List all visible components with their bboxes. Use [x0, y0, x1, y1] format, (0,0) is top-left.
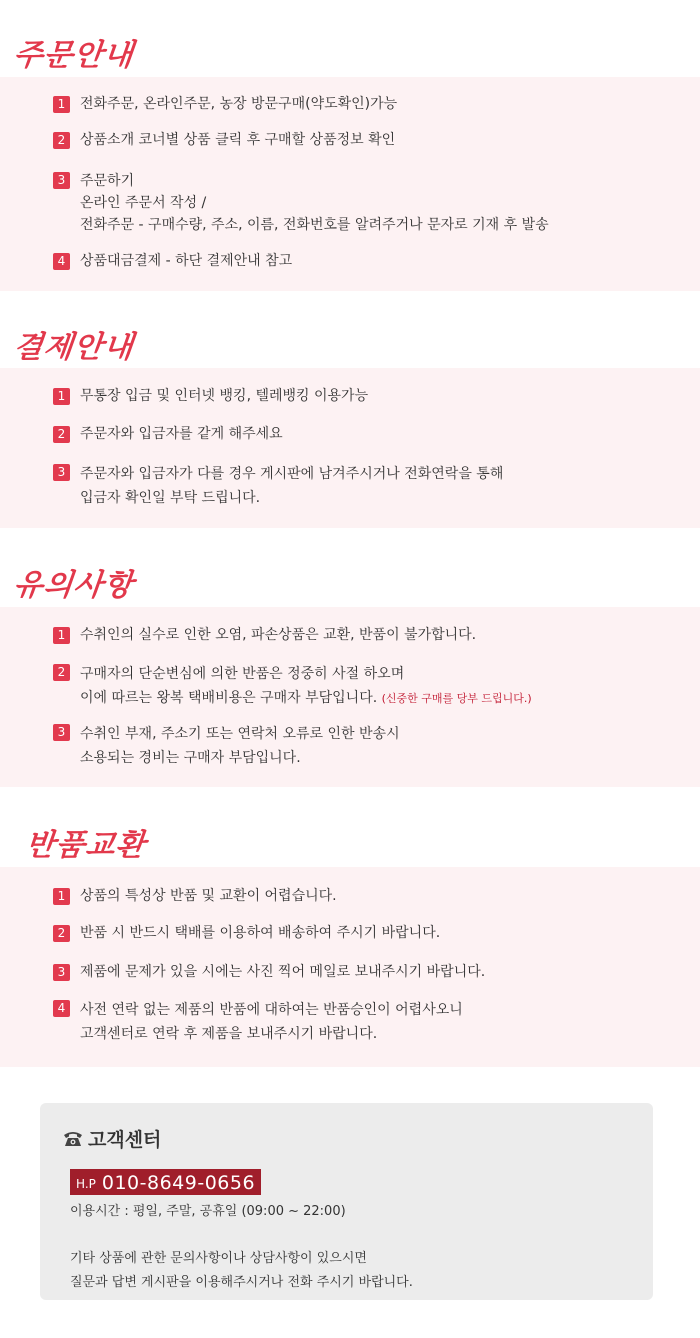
- returns-item-3-text: 제품에 문제가 있을 시에는 사진 찍어 메일로 보내주시기 바랍니다.: [80, 964, 486, 980]
- order-item-3-line-3: 전화주문 - 구매수량, 주소, 이름, 전화번호를 알려주거나 문자로 기재 후 발송: [80, 217, 549, 233]
- caution-section-title: 유의사항: [11, 568, 136, 603]
- number-badge: 3: [53, 724, 70, 741]
- number-badge: 1: [53, 96, 70, 113]
- caution-item-1: [53, 625, 476, 646]
- payment-item-3: [53, 462, 503, 510]
- customer-center-heading: [62, 1125, 161, 1152]
- number-badge: 2: [53, 925, 70, 942]
- order-item-3: [53, 170, 549, 236]
- payment-item-1-text: 무통장 입금 및 인터넷 뱅킹, 텔레뱅킹 이용가능: [80, 388, 369, 404]
- order-item-4-text: 상품대금결제 - 하단 결제안내 참고: [80, 253, 293, 269]
- order-item-3-line-1: 주문하기: [80, 173, 135, 189]
- order-item-3-line-2: 온라인 주문서 작성 /: [80, 195, 207, 211]
- returns-item-4-line-2: 고객센터로 연락 후 제품을 보내주시기 바랍니다.: [80, 1026, 378, 1042]
- returns-item-1-text: 상품의 특성상 반품 및 교환이 어렵습니다.: [80, 888, 337, 904]
- number-badge: 3: [53, 172, 70, 189]
- payment-section-title: 결제안내: [11, 330, 136, 365]
- caution-item-3-line-1: 수취인 부재, 주소기 또는 연락처 오류로 인한 반송시: [80, 726, 400, 742]
- caution-item-2-line-2: 이에 따르는 왕복 택배비용은 구매자 부담입니다.: [80, 690, 378, 706]
- returns-item-1: [53, 886, 337, 907]
- number-badge: 2: [53, 426, 70, 443]
- phone-number-badge[interactable]: [70, 1169, 261, 1195]
- caution-note: (신중한 구매를 당부 드립니다.): [381, 692, 532, 705]
- returns-item-2: [53, 923, 440, 944]
- payment-item-2: [53, 424, 283, 445]
- customer-center-box: [40, 1103, 653, 1300]
- payment-item-2-text: 주문자와 입금자를 같게 해주세요: [80, 426, 283, 442]
- hp-label: H.P: [76, 1177, 96, 1191]
- number-badge: 2: [53, 664, 70, 681]
- number-badge: 1: [53, 627, 70, 644]
- number-badge: 3: [53, 964, 70, 981]
- hp-number: 010-8649-0656: [101, 1172, 256, 1194]
- telephone-icon: [62, 1130, 84, 1148]
- returns-item-2-text: 반품 시 반드시 택배를 이용하여 배송하여 주시기 바랍니다.: [80, 925, 441, 941]
- order-item-2: [53, 130, 395, 151]
- number-badge: 1: [53, 888, 70, 905]
- order-item-1: [53, 94, 397, 115]
- service-hours: 이용시간 : 평일, 주말, 공휴일 (09:00 ~ 22:00): [70, 1204, 346, 1219]
- number-badge: 3: [53, 464, 70, 481]
- order-section-title: 주문안내: [11, 38, 136, 73]
- caution-item-1-text: 수취인의 실수로 인한 오염, 파손상품은 교환, 반품이 불가합니다.: [80, 627, 477, 643]
- order-item-4: [53, 251, 292, 272]
- caution-item-3-line-2: 소용되는 경비는 구매자 부담입니다.: [80, 750, 301, 766]
- returns-item-4-line-1: 사전 연락 없는 제품의 반품에 대하여는 반품승인이 어렵사오니: [80, 1002, 463, 1018]
- caution-item-2: [53, 662, 532, 711]
- number-badge: 2: [53, 132, 70, 149]
- info-line-2: 질문과 답변 게시판을 이용해주시거나 전화 주시기 바랍니다.: [70, 1275, 413, 1290]
- returns-section-title: 반품교환: [23, 828, 148, 863]
- number-badge: 4: [53, 253, 70, 270]
- order-item-2-text: 상품소개 코너별 상품 클릭 후 구매할 상품정보 확인: [80, 132, 396, 148]
- payment-item-3-line-2: 입금자 확인일 부탁 드립니다.: [80, 490, 261, 506]
- info-line-1: 기타 상품에 관한 문의사항이나 상담사항이 있으시면: [70, 1251, 367, 1266]
- returns-item-4: [53, 998, 463, 1046]
- customer-center-title: 고객센터: [88, 1129, 162, 1151]
- order-item-1-text: 전화주문, 온라인주문, 농장 방문구매(약도확인)가능: [80, 96, 398, 112]
- number-badge: 1: [53, 388, 70, 405]
- caution-item-2-line-1: 구매자의 단순변심에 의한 반품은 정중히 사절 하오며: [80, 666, 405, 682]
- payment-item-3-line-1: 주문자와 입금자가 다를 경우 게시판에 남겨주시거나 전화연락을 통해: [80, 466, 504, 482]
- number-badge: 4: [53, 1000, 70, 1017]
- returns-item-3: [53, 962, 485, 983]
- payment-item-1: [53, 386, 368, 407]
- caution-item-3: [53, 722, 400, 770]
